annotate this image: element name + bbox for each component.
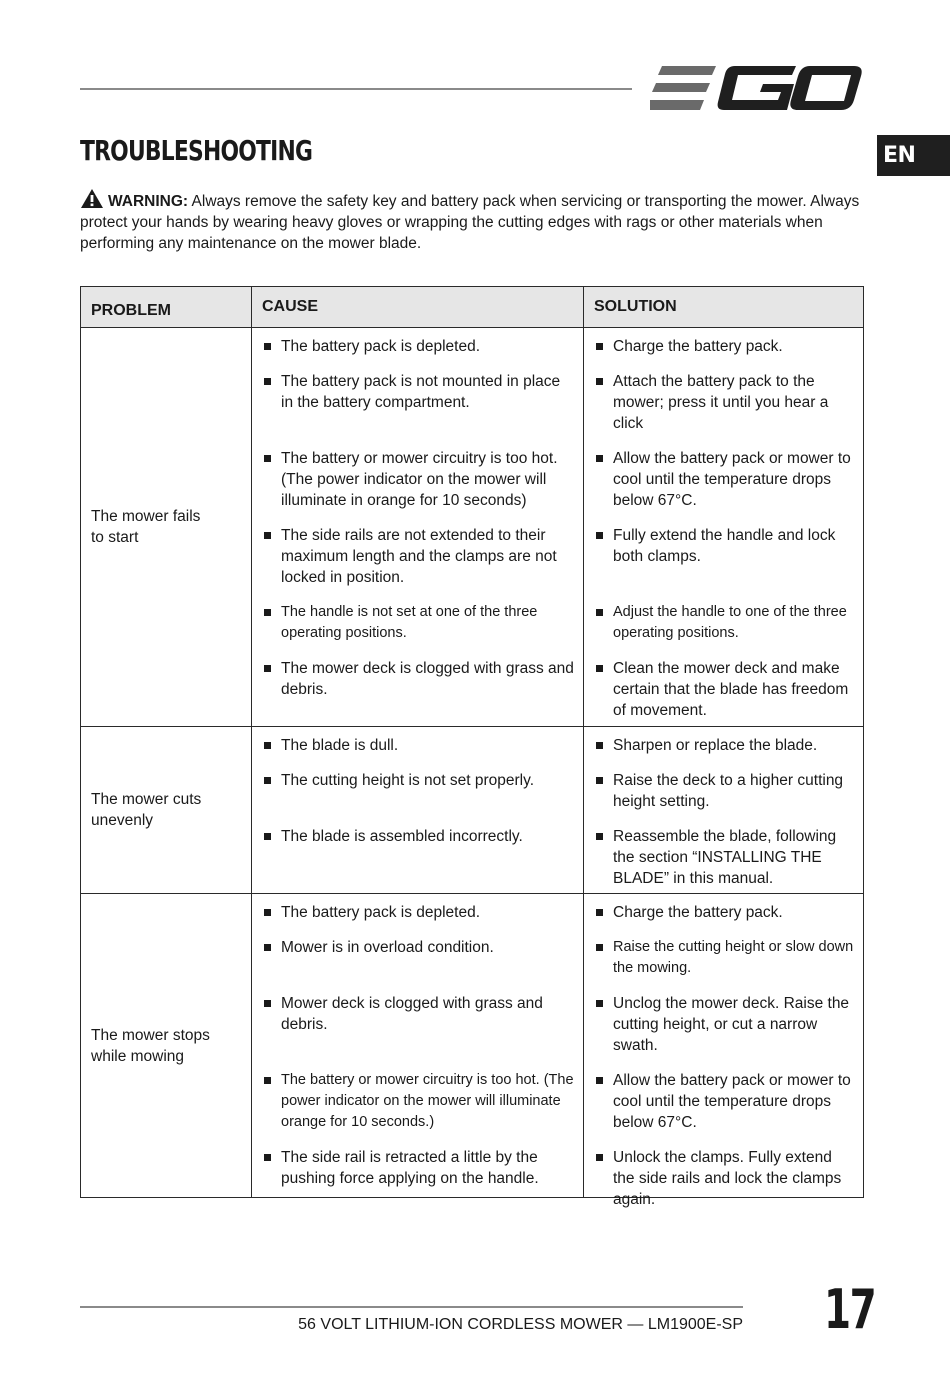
bullet-icon bbox=[264, 665, 271, 672]
bullet-icon bbox=[264, 742, 271, 749]
list-item bbox=[252, 658, 583, 714]
list-item bbox=[584, 735, 863, 770]
header-cause: CAUSE bbox=[252, 287, 584, 328]
header-rule bbox=[80, 88, 632, 90]
problem-text: The mower fails to start bbox=[91, 508, 201, 546]
bullet-icon bbox=[264, 777, 271, 784]
warning-label: WARNING: bbox=[108, 193, 189, 210]
bullet-icon bbox=[264, 1154, 271, 1161]
list-item bbox=[584, 1147, 863, 1208]
solution-text: Unlock the clamps. Fully extend the side rails and lock the clamps again. bbox=[613, 1149, 842, 1208]
list-item bbox=[252, 448, 583, 525]
cause-text: The battery or mower circuitry is too hot. (The power indicator on the mower will illuminate in orange for 10 seconds) bbox=[281, 450, 558, 509]
warning-triangle-icon bbox=[80, 188, 104, 209]
bullet-icon bbox=[596, 378, 603, 385]
cause-text: The handle is not set at one of the three operating positions. bbox=[281, 604, 538, 641]
warning-text: Always remove the safety key and battery pack when servicing or transporting the mower. Always protect your hands by wearing heavy gloves or wrapping the cutting edges with rags or other materials when performing any maintenance on the mower blade. bbox=[80, 193, 860, 252]
cause-text: The battery pack is depleted. bbox=[281, 904, 481, 921]
solution-text: Raise the cutting height or slow down the mowing. bbox=[613, 939, 854, 976]
list-item bbox=[252, 371, 583, 448]
solution-text: Attach the battery pack to the mower; press it until you hear a click bbox=[613, 373, 829, 432]
solution-text: Raise the deck to a higher cutting height setting. bbox=[613, 772, 844, 810]
solution-text: Unclog the mower deck. Raise the cutting height, or cut a narrow swath. bbox=[613, 995, 850, 1054]
cause-text: The blade is dull. bbox=[281, 737, 399, 754]
page-number: 17 bbox=[824, 1278, 876, 1341]
solution-cell bbox=[584, 328, 864, 727]
warning-notice bbox=[80, 188, 860, 254]
table-row bbox=[81, 727, 864, 894]
list-item bbox=[584, 770, 863, 826]
solution-text: Charge the battery pack. bbox=[613, 338, 783, 355]
table-row bbox=[81, 894, 864, 1198]
list-item bbox=[252, 735, 583, 770]
list-item bbox=[252, 826, 583, 890]
list-item bbox=[584, 525, 863, 602]
cause-text: The blade is assembled incorrectly. bbox=[281, 828, 523, 845]
cause-cell bbox=[252, 894, 584, 1198]
cause-text: The side rails are not extended to their maximum length and the clamps are not locked in position. bbox=[281, 527, 557, 586]
solution-text: Charge the battery pack. bbox=[613, 904, 783, 921]
list-item bbox=[584, 1070, 863, 1147]
bullet-icon bbox=[264, 455, 271, 462]
problem-cell bbox=[81, 727, 252, 894]
solution-text: Allow the battery pack or mower to cool until the temperature drops below 67°C. bbox=[613, 1072, 851, 1131]
bullet-icon bbox=[596, 909, 603, 916]
bullet-icon bbox=[264, 944, 271, 951]
solution-cell bbox=[584, 894, 864, 1208]
solution-text: Reassemble the blade, following the section “INSTALLING THE BLADE” in this manual. bbox=[613, 828, 837, 887]
problem-text: The mower stops while mowing bbox=[91, 1026, 210, 1065]
list-item bbox=[252, 602, 583, 658]
list-item bbox=[252, 1070, 583, 1147]
language-tab: EN bbox=[877, 135, 950, 176]
page-title: TROUBLESHOOTING bbox=[80, 134, 313, 167]
list-item bbox=[584, 448, 863, 525]
table-row bbox=[81, 328, 864, 727]
cause-text: The battery pack is not mounted in place in the battery compartment. bbox=[281, 373, 561, 411]
list-item bbox=[584, 371, 863, 448]
bullet-icon bbox=[264, 609, 271, 616]
list-item bbox=[584, 993, 863, 1070]
cause-text: The mower deck is clogged with grass and debris. bbox=[281, 660, 574, 698]
bullet-icon bbox=[596, 665, 603, 672]
bullet-icon bbox=[264, 532, 271, 539]
cause-text: Mower is in overload condition. bbox=[281, 939, 494, 956]
solution-cell bbox=[584, 727, 864, 894]
list-item bbox=[584, 658, 863, 719]
list-item bbox=[252, 336, 583, 371]
bullet-icon bbox=[264, 1000, 271, 1007]
troubleshooting-table bbox=[80, 286, 864, 1208]
bullet-icon bbox=[264, 833, 271, 840]
cause-cell bbox=[252, 727, 584, 894]
list-item bbox=[584, 336, 863, 371]
problem-text: The mower cuts unevenly bbox=[91, 791, 202, 829]
list-item bbox=[252, 937, 583, 993]
cause-text: The battery pack is depleted. bbox=[281, 338, 481, 355]
solution-text: Clean the mower deck and make certain that the blade has freedom of movement. bbox=[613, 660, 849, 719]
bullet-icon bbox=[264, 909, 271, 916]
bullet-icon bbox=[596, 1154, 603, 1161]
problem-cell bbox=[81, 894, 252, 1198]
bullet-icon bbox=[596, 455, 603, 462]
solution-text: Sharpen or replace the blade. bbox=[613, 737, 818, 754]
bullet-icon bbox=[264, 343, 271, 350]
table-header-row bbox=[81, 287, 864, 328]
bullet-icon bbox=[596, 609, 603, 616]
solution-text: Fully extend the handle and lock both clamps. bbox=[613, 527, 836, 565]
list-item bbox=[252, 770, 583, 826]
solution-text: Adjust the handle to one of the three operating positions. bbox=[613, 604, 847, 641]
footer-product-line: 56 VOLT LITHIUM-ION CORDLESS MOWER — LM1900E-SP bbox=[298, 1316, 743, 1333]
list-item bbox=[584, 937, 863, 993]
cause-cell bbox=[252, 328, 584, 727]
bullet-icon bbox=[596, 944, 603, 951]
list-item bbox=[252, 1147, 583, 1197]
header-problem: PROBLEM bbox=[81, 287, 252, 328]
bullet-icon bbox=[596, 1000, 603, 1007]
bullet-icon bbox=[596, 777, 603, 784]
list-item bbox=[252, 902, 583, 937]
list-item bbox=[252, 993, 583, 1070]
bullet-icon bbox=[264, 1077, 271, 1084]
problem-cell bbox=[81, 328, 252, 727]
bullet-icon bbox=[596, 532, 603, 539]
cause-text: The battery or mower circuitry is too hot. (The power indicator on the mower will illuminate orange for 10 seconds.) bbox=[281, 1072, 574, 1130]
list-item bbox=[584, 902, 863, 937]
ego-logo bbox=[650, 64, 862, 112]
bullet-icon bbox=[596, 833, 603, 840]
list-item bbox=[584, 602, 863, 658]
bullet-icon bbox=[596, 1077, 603, 1084]
cause-text: Mower deck is clogged with grass and debris. bbox=[281, 995, 543, 1033]
cause-text: The side rail is retracted a little by the pushing force applying on the handle. bbox=[281, 1149, 539, 1187]
bullet-icon bbox=[596, 343, 603, 350]
list-item bbox=[252, 525, 583, 602]
footer-rule bbox=[80, 1306, 743, 1308]
bullet-icon bbox=[264, 378, 271, 385]
cause-text: The cutting height is not set properly. bbox=[281, 772, 535, 789]
solution-text: Allow the battery pack or mower to cool until the temperature drops below 67°C. bbox=[613, 450, 851, 509]
list-item bbox=[584, 826, 863, 890]
bullet-icon bbox=[596, 742, 603, 749]
header-solution: SOLUTION bbox=[584, 287, 864, 328]
